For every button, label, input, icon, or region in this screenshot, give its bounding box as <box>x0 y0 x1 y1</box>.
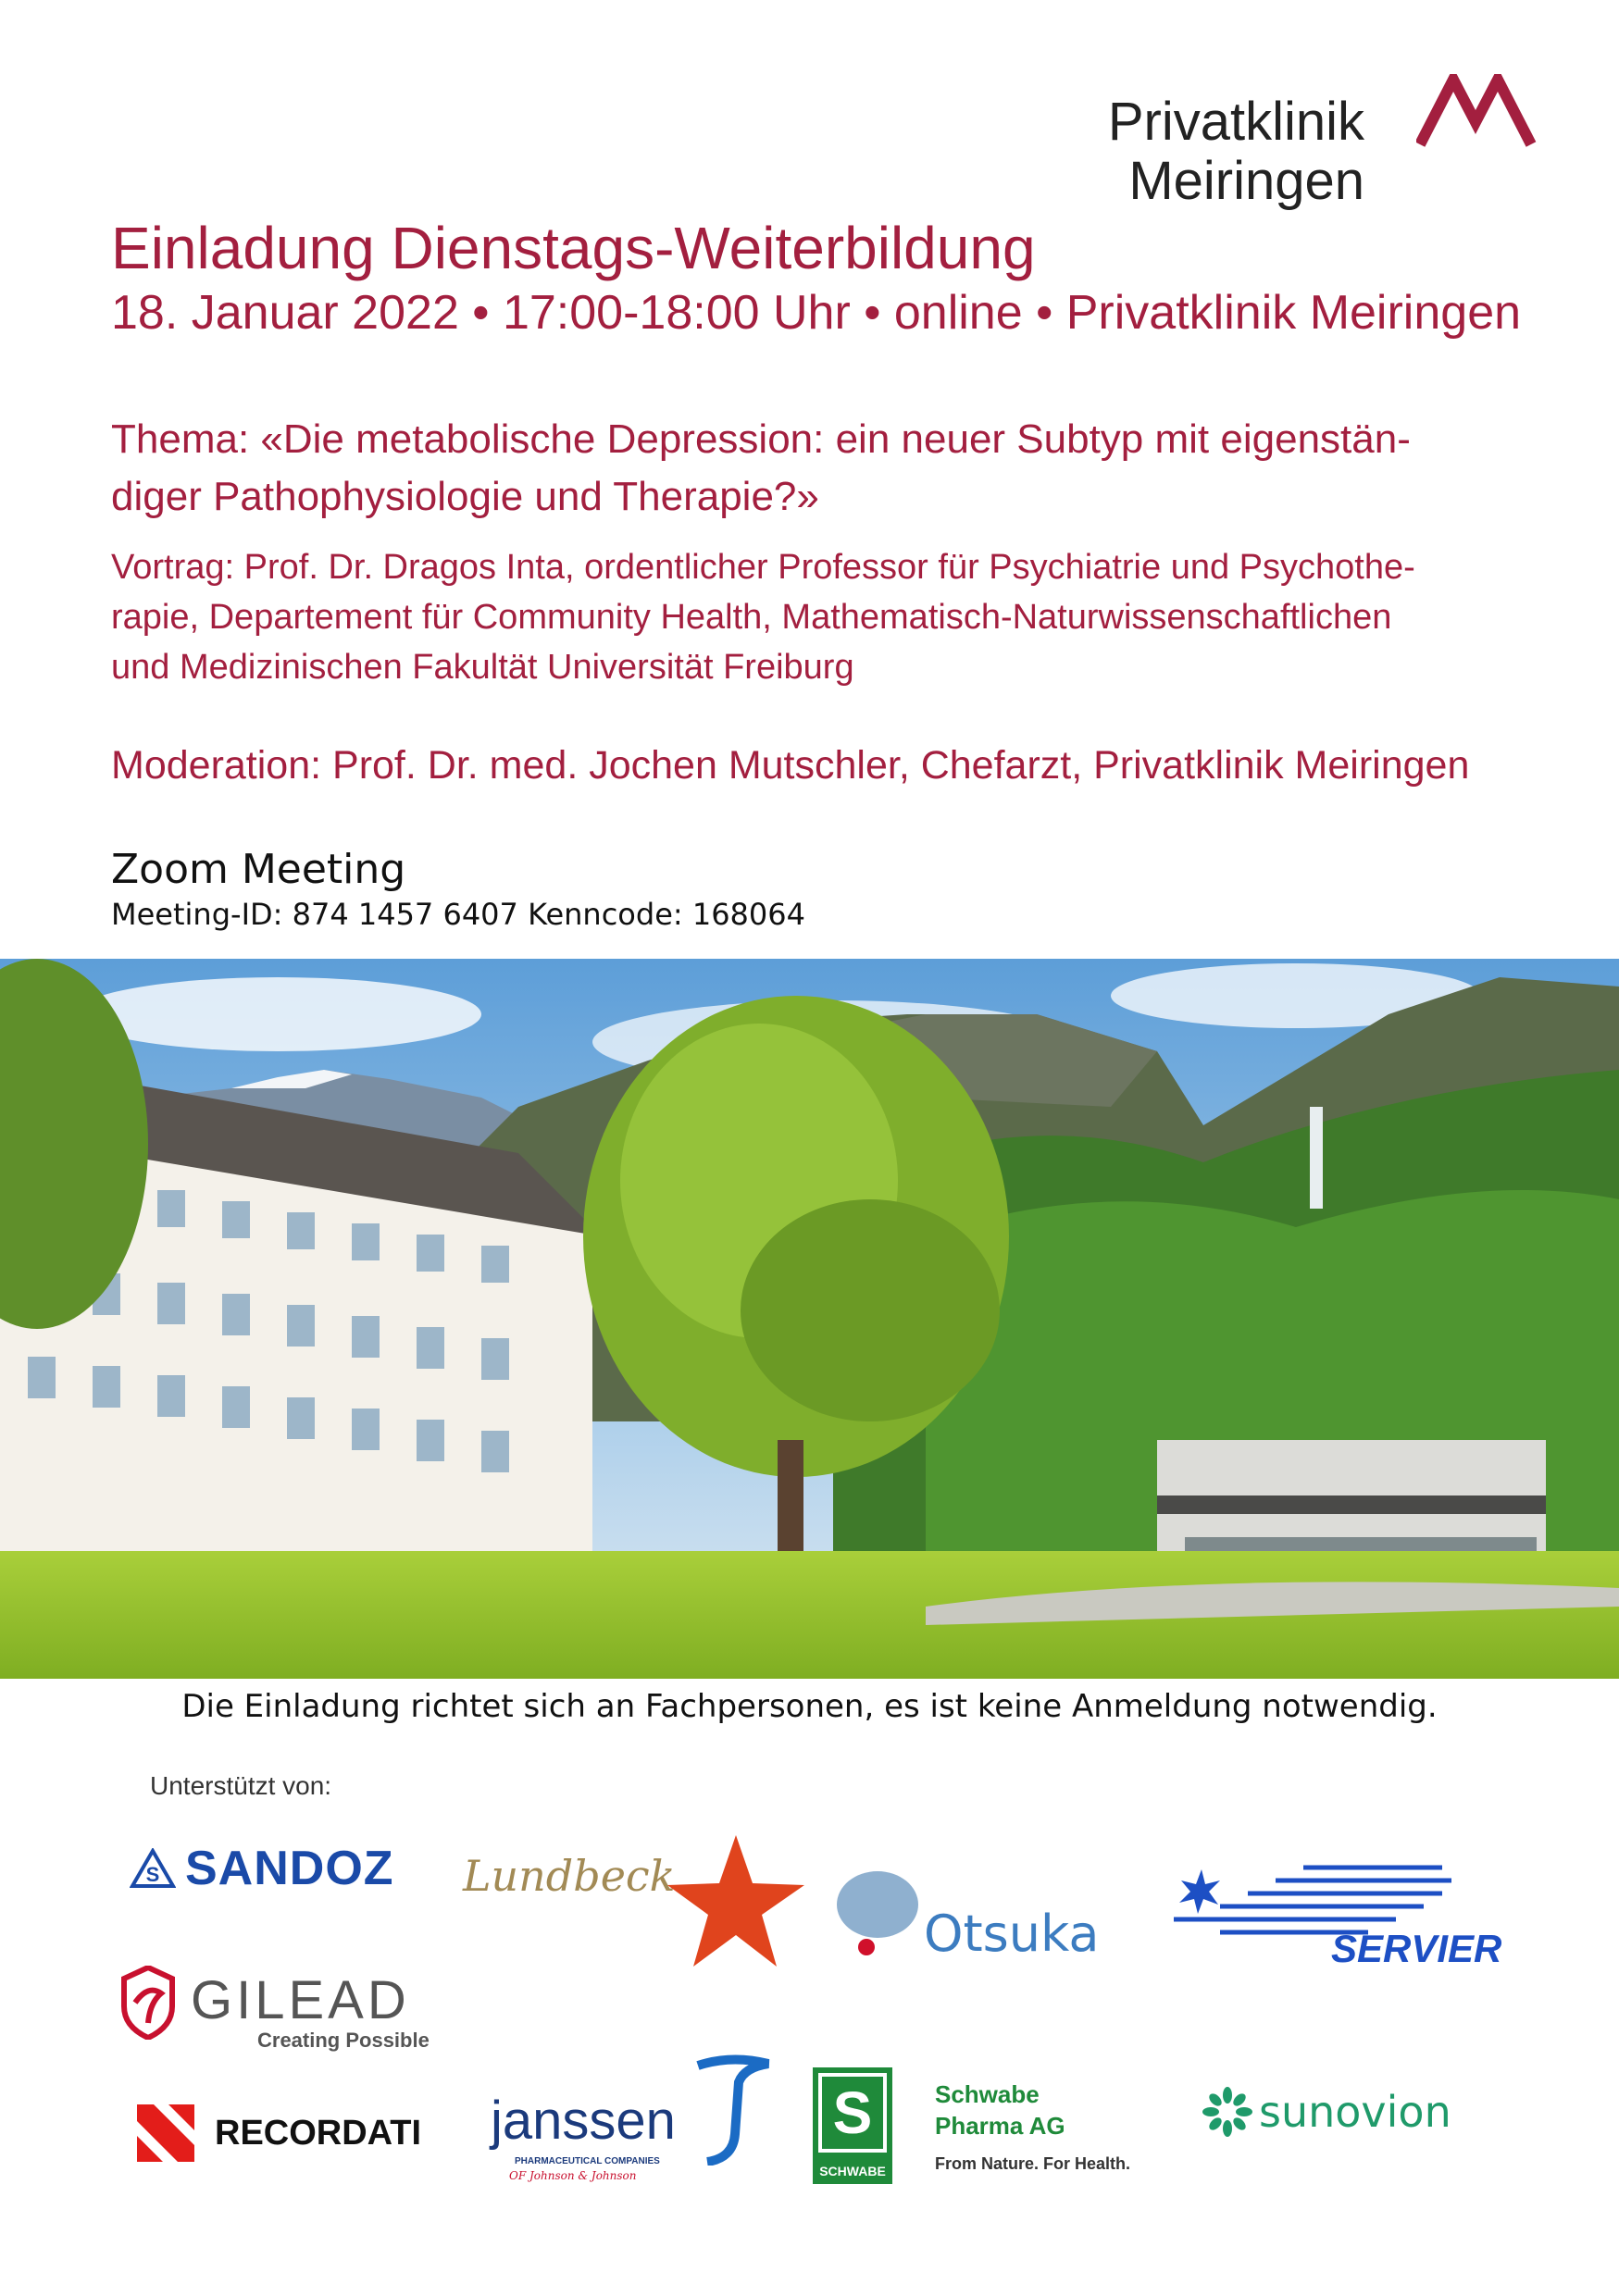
moderation: Moderation: Prof. Dr. med. Jochen Mutschler, Chefarzt, Privatklinik Meiringen <box>111 743 1470 788</box>
janssen-tagline: PHARMACEUTICAL COMPANIES <box>515 2156 660 2166</box>
event-details: 18. Januar 2022 • 17:00-18:00 Uhr • online • Privatklinik Meiringen <box>111 286 1522 340</box>
topic-line-2: diger Pathophysiologie und Therapie?» <box>111 474 819 519</box>
otsuka-mark-icon <box>833 1868 926 1969</box>
starfish-icon <box>662 1828 810 1976</box>
sandoz-logo <box>130 1842 394 1895</box>
brand-line-1: Privatklinik <box>1107 92 1364 152</box>
clinic-photo <box>0 959 1619 1679</box>
janssen-name: janssen <box>491 2091 676 2151</box>
invitation-note: Die Einladung richtet sich an Fachpersonen, es ist keine Anmeldung notwendig. <box>181 1688 1438 1725</box>
otsuka-logo <box>833 1868 1111 1969</box>
brand-line-2: Meiringen <box>1128 151 1364 211</box>
speaker <box>111 542 1518 692</box>
sandoz-triangle-icon <box>130 1848 176 1889</box>
speaker-line-3: und Medizinischen Fakultät Universität Freiburg <box>111 648 854 687</box>
schwabe-name-2: Pharma AG <box>935 2112 1065 2140</box>
brand-wordmark <box>1108 93 1364 211</box>
janssen-mark-icon <box>689 2045 772 2166</box>
schwabe-name: Schwabe <box>935 2080 1040 2108</box>
speaker-line-1: Vortrag: Prof. Dr. Dragos Inta, ordentlicher Professor für Psychiatrie und Psychothe- <box>111 548 1415 587</box>
svg-text:S: S <box>145 1863 160 1886</box>
gilead-shield-icon <box>120 1966 176 2040</box>
schwabe-tagline: From Nature. For Health. <box>935 2154 1131 2173</box>
recordati-name: RECORDATI <box>215 2113 422 2153</box>
janssen-logo <box>491 2045 778 2184</box>
gilead-name: GILEAD <box>191 1970 410 2030</box>
page-title: Einladung Dienstags-Weiterbildung <box>111 215 1036 281</box>
servier-name: SERVIER <box>1331 1927 1502 1970</box>
sandoz-name: SANDOZ <box>185 1842 394 1895</box>
gilead-tagline: Creating Possible <box>257 2029 430 2052</box>
sunovion-mark-icon <box>1202 2086 1253 2138</box>
lundbeck-logo: Lundbeck <box>463 1851 676 1901</box>
sunovion-logo <box>1202 2086 1451 2138</box>
otsuka-name: Otsuka <box>924 1905 1100 1963</box>
topic-line-1: Thema: «Die metabolische Depression: ein neuer Subtyp mit eigenstän- <box>111 416 1411 462</box>
schwabe-badge <box>813 2067 892 2184</box>
zoom-title: Zoom Meeting <box>111 846 406 893</box>
gilead-logo <box>120 1966 454 2058</box>
recordati-logo <box>137 2104 421 2162</box>
sunovion-name: sunovion <box>1259 2087 1451 2137</box>
schwabe-logo <box>813 2067 1164 2188</box>
brand-logo-icon <box>1416 74 1537 148</box>
topic <box>111 411 1518 526</box>
speaker-line-2: rapie, Departement für Community Health, Mathematisch-Naturwissenschaftlichen <box>111 598 1392 637</box>
sponsors-label: Unterstützt von: <box>150 1771 332 1800</box>
schwabe-badge-text: SCHWABE <box>819 2164 886 2178</box>
schwabe-s-icon: S <box>822 2077 883 2149</box>
zoom-meeting-id: Meeting-ID: 874 1457 6407 Kenncode: 168064 <box>111 897 805 932</box>
servier-logo <box>1164 1860 1507 1971</box>
janssen-tagline-2: OF Johnson & Johnson <box>509 2169 637 2182</box>
recordati-mark-icon <box>137 2104 194 2162</box>
